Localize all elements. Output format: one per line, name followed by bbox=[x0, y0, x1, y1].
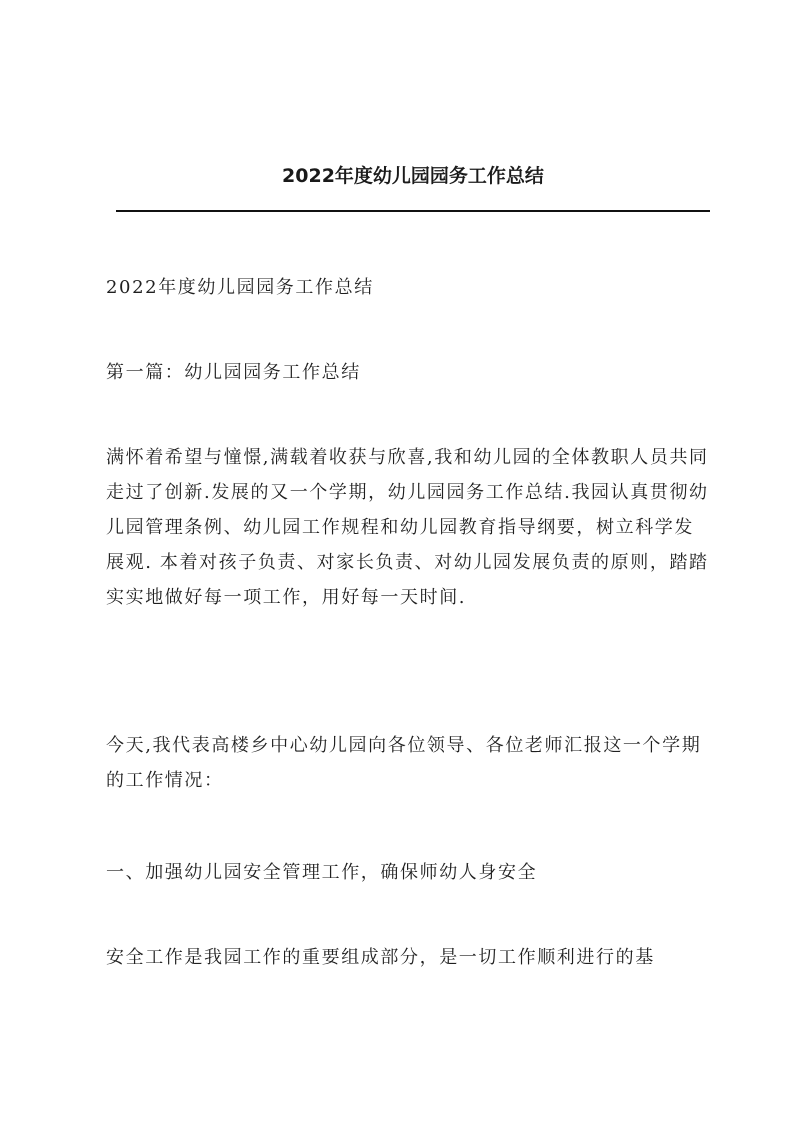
header-divider bbox=[116, 210, 710, 212]
document-title-line: 2022年度幼儿园园务工作总结 bbox=[106, 277, 374, 298]
section-one-heading: 一、加强幼儿园安全管理工作，确保师幼人身安全 bbox=[106, 862, 538, 883]
report-intro-paragraph: 今天,我代表高楼乡中心幼儿园向各位领导、各位老师汇报这一个学期的工作情况： bbox=[106, 735, 702, 791]
intro-paragraph: 满怀着希望与憧憬,满载着收获与欣喜,我和幼儿园的全体教职人员共同走过了创新.发展的又一个学期，幼儿园园务工作总结.我园认真贯彻幼儿园管理条例、幼儿园工作规程和幼儿园教育指导纲要，树立科学发展观. 本着对孩子负责、对家长负责、对幼儿园发展负责的原则，踏踏实实地做好每一项工作，用好每一天时间. bbox=[106, 447, 709, 608]
safety-paragraph: 安全工作是我园工作的重要组成部分，是一切工作顺利进行的基 bbox=[106, 947, 655, 968]
document-header-title: 2022年度幼儿园园务工作总结 bbox=[282, 165, 544, 187]
chapter-heading: 第一篇：幼儿园园务工作总结 bbox=[106, 362, 361, 383]
